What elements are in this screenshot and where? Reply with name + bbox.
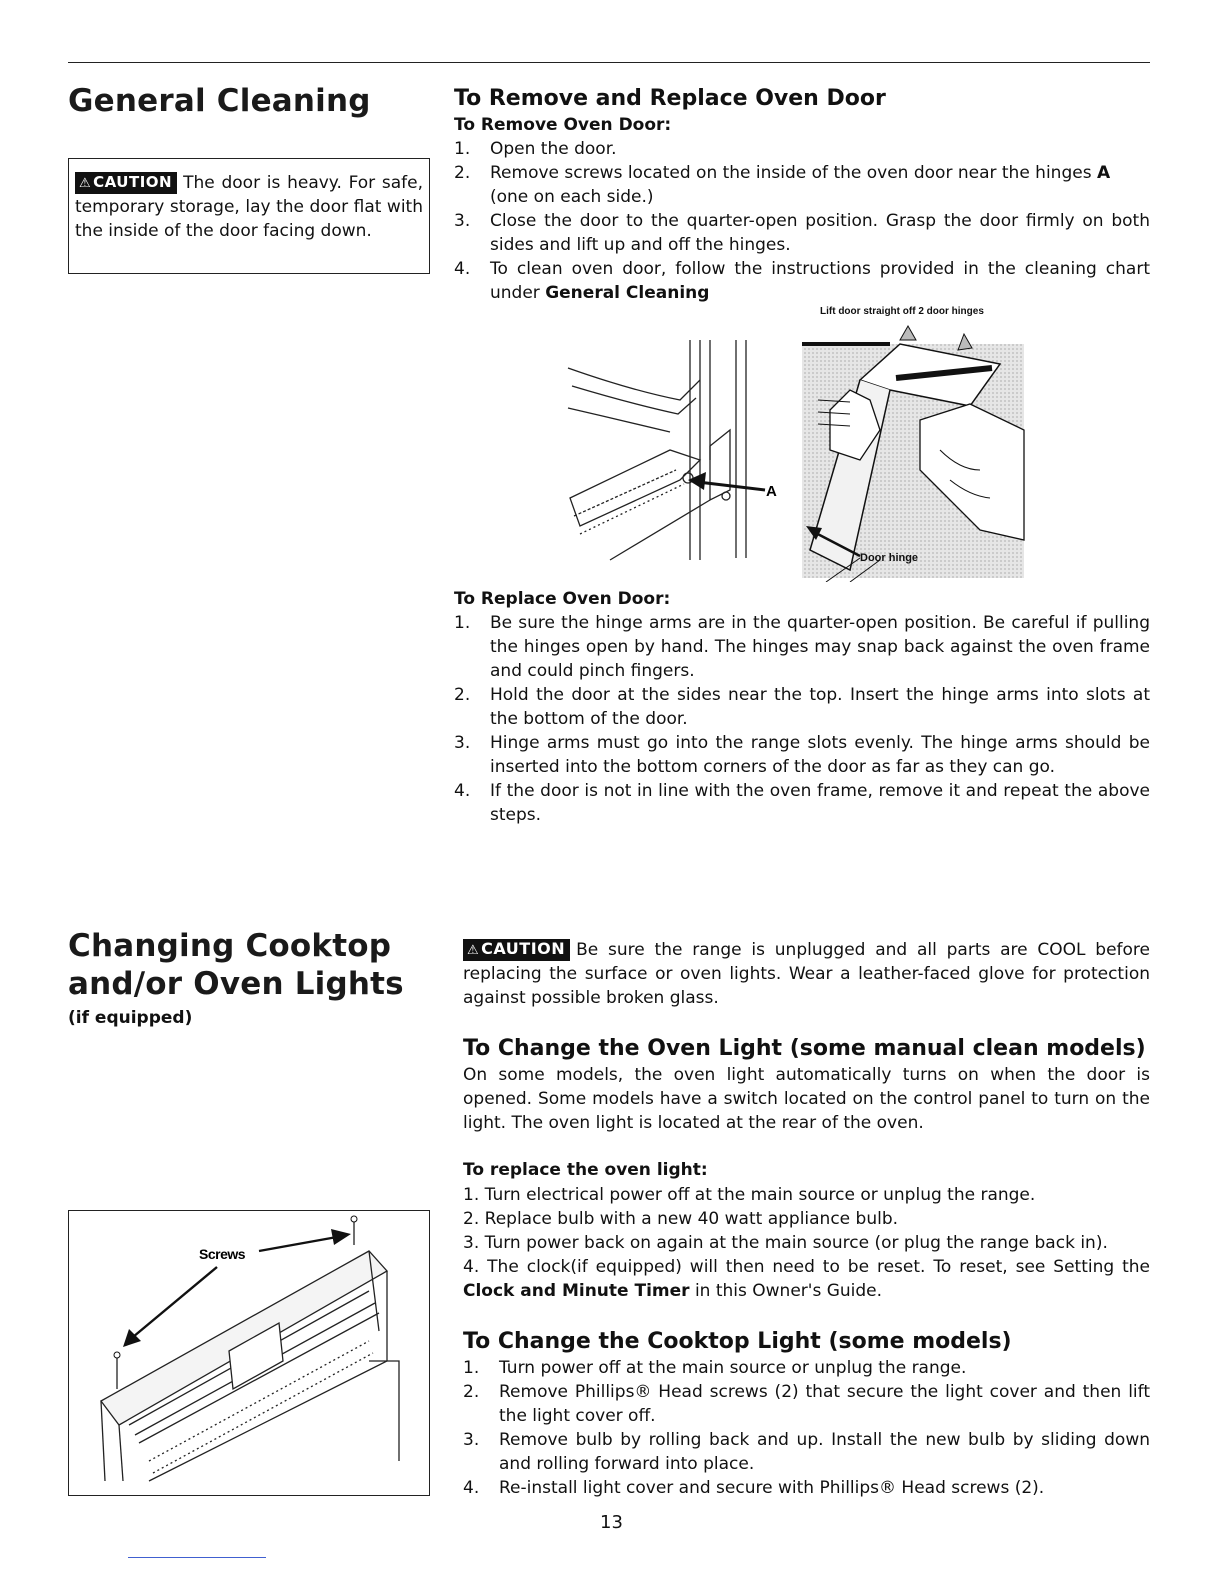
screw-icon [114, 1352, 120, 1358]
step-bold-ref: A [1096, 163, 1111, 183]
step-number: 1. [454, 139, 471, 159]
list-item [454, 137, 1150, 161]
step-bold-ref: General Cleaning [545, 283, 710, 303]
lights-caution-text: Be sure the range is unplugged and all parts are COOL before replacing the surface or oven lights. Wear a leather-faced glove for protection against possible broken glass. [463, 940, 1150, 1008]
page-number: 13 [600, 1512, 623, 1533]
step-text: Hinge arms must go into the range slots evenly. The hinge arms should be inserted into the bottom corners of the door as far as they can go. [490, 733, 1150, 777]
step-number: 4. [454, 259, 471, 279]
general-cleaning-title: General Cleaning [68, 83, 371, 119]
step-number: 3. [454, 211, 471, 231]
list-item [463, 1207, 1150, 1231]
lights-title-line2: and/or Oven Lights [68, 966, 404, 1002]
step-text: To clean oven door, follow the instructions provided in the cleaning chart under [490, 259, 1150, 303]
light-cover-illustration [69, 1211, 429, 1495]
list-item [463, 1380, 1150, 1428]
cooktop-light-figure-frame [68, 1210, 430, 1496]
caution-label: CAUTION [481, 939, 566, 958]
list-item [463, 1255, 1150, 1303]
hinge-closeup-drawing [568, 340, 746, 560]
step-number: 2. [454, 685, 471, 705]
door-caution-text-block [75, 171, 423, 243]
step-number: 2. [463, 1209, 480, 1229]
step-text: Remove bulb by rolling back and up. Install the new bulb by sliding down and rolling forward into place. [499, 1430, 1150, 1474]
caution-badge [463, 939, 570, 961]
lights-title-line1: Changing Cooktop [68, 928, 392, 964]
step-number: 1. [454, 613, 471, 633]
step-number: 3. [454, 733, 471, 753]
door-caution-box [68, 158, 430, 274]
door-caution-text: The door is heavy. For safe, temporary storage, lay the door flat with the inside of the door facing down. [75, 173, 423, 241]
lights-subtitle: (if equipped) [68, 1008, 193, 1028]
step-number: 3. [463, 1233, 480, 1253]
replace-oven-light-steps [463, 1183, 1150, 1303]
label-door-hinge: Door hinge [860, 552, 919, 564]
step-text: Turn power back on again at the main source (or plug the range back in). [484, 1233, 1108, 1253]
caution-badge [75, 172, 177, 194]
step-text: Replace bulb with a new 40 watt appliance bulb. [484, 1209, 899, 1229]
step-text: Turn power off at the main source or unplug the range. [499, 1358, 967, 1378]
step-number: 4. [454, 781, 471, 801]
oven-door-title: To Remove and Replace Oven Door [454, 86, 886, 111]
step-text: Re-install light cover and secure with Phillips® Head screws (2). [499, 1478, 1045, 1498]
step-text: Close the door to the quarter-open position. Grasp the door firmly on both sides and lift up and off the hinges. [490, 211, 1150, 255]
door-lift-drawing [802, 326, 1024, 582]
list-item [463, 1231, 1150, 1255]
warning-triangle-icon: ⚠ [79, 176, 92, 191]
step-text: If the door is not in line with the oven frame, remove it and repeat the above steps. [490, 781, 1150, 825]
cooktop-light-steps [463, 1356, 1150, 1500]
list-item [463, 1476, 1150, 1500]
cooktop-light-title: To Change the Cooktop Light (some models) [463, 1329, 1012, 1354]
step-text: Be sure the hinge arms are in the quarter-open position. Be careful if pulling the hinges open by hand. The hinges may snap back against the oven frame and could pinch fingers. [490, 613, 1150, 681]
top-rule [68, 62, 1150, 63]
oven-light-intro: On some models, the oven light automatically turns on when the door is opened. Some models have a switch located on the control panel to turn on the light. The oven light is located at the rear of the oven. [463, 1065, 1150, 1133]
list-item [454, 161, 1150, 209]
step-text: Open the door. [490, 139, 617, 159]
list-item [454, 611, 1150, 683]
step-text-tail: in this Owner's Guide. [694, 1281, 883, 1301]
list-item [454, 779, 1150, 827]
step-number: 1. [463, 1358, 480, 1378]
warning-triangle-icon: ⚠ [467, 943, 480, 958]
list-item [454, 731, 1150, 779]
step-number: 4. [463, 1478, 480, 1498]
replace-door-heading: To Replace Oven Door: [454, 589, 671, 609]
step-number: 2. [454, 163, 471, 183]
replace-door-steps [454, 611, 1150, 827]
step-number: 2. [463, 1382, 480, 1402]
list-item [454, 257, 1150, 305]
oven-door-hinge-illustration [560, 320, 1040, 582]
step-bold-ref: Clock and Minute Timer [463, 1281, 690, 1301]
oven-light-title: To Change the Oven Light (some manual clean models) [463, 1036, 1146, 1061]
step-text: Turn electrical power off at the main source or unplug the range. [484, 1185, 1036, 1205]
label-a: A [766, 483, 777, 500]
step-text-tail: (one on each side.) [490, 187, 654, 207]
step-number: 3. [463, 1430, 480, 1450]
list-item [463, 1428, 1150, 1476]
step-text: Remove screws located on the inside of the oven door near the hinges [490, 163, 1092, 183]
list-item [454, 209, 1150, 257]
step-text: The clock(if equipped) will then need to be reset. To reset, see Setting the [487, 1257, 1150, 1277]
list-item [463, 1356, 1150, 1380]
replace-oven-light-heading: To replace the oven light: [463, 1160, 708, 1180]
step-text: Hold the door at the sides near the top. Insert the hinge arms into slots at the bottom of the door. [490, 685, 1150, 729]
caution-label: CAUTION [93, 173, 173, 191]
lights-caution-block [463, 938, 1150, 1010]
step-number: 1. [463, 1185, 480, 1205]
remove-door-heading: To Remove Oven Door: [454, 115, 672, 135]
remove-door-steps [454, 137, 1150, 305]
screw-icon [351, 1216, 357, 1222]
list-item [454, 683, 1150, 731]
step-number: 4. [463, 1257, 480, 1277]
door-figure-caption: Lift door straight off 2 door hinges [820, 306, 984, 317]
footer-rule [128, 1557, 266, 1558]
step-text: Remove Phillips® Head screws (2) that secure the light cover and then lift the light cover off. [499, 1382, 1150, 1426]
label-screws: Screws [199, 1246, 246, 1262]
light-cover-drawing [101, 1221, 399, 1481]
list-item [463, 1183, 1150, 1207]
